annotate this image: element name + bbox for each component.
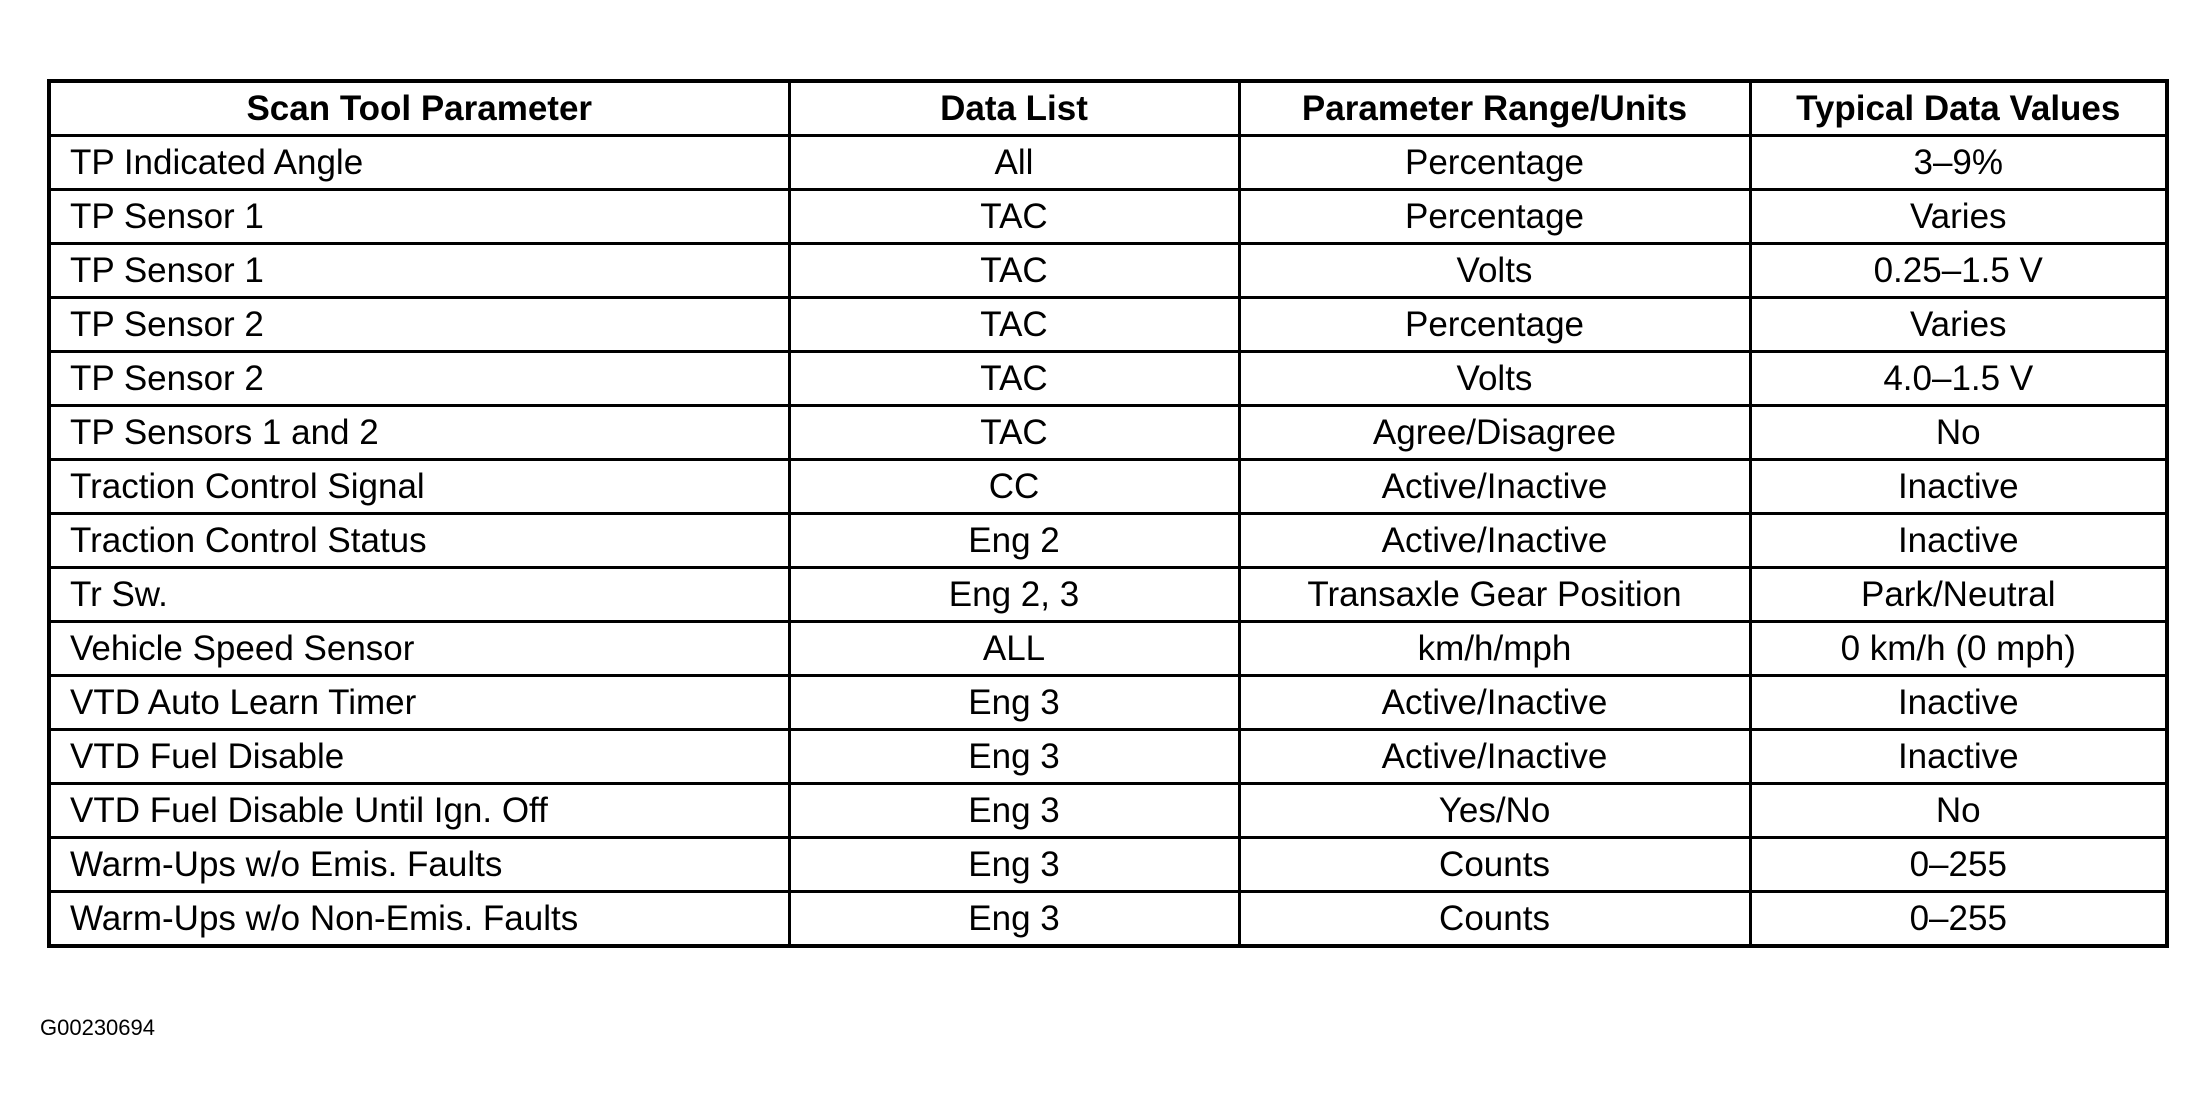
- cell-typical-value: 4.0–1.5 V: [1750, 352, 2167, 406]
- cell-parameter: Traction Control Signal: [49, 460, 789, 514]
- table-row: [49, 514, 2167, 568]
- cell-range-units: Transaxle Gear Position: [1239, 568, 1750, 622]
- cell-range-units: Active/Inactive: [1239, 460, 1750, 514]
- cell-data-list: TAC: [789, 244, 1239, 298]
- cell-parameter: Vehicle Speed Sensor: [49, 622, 789, 676]
- cell-data-list: Eng 3: [789, 892, 1239, 947]
- cell-typical-value: 0.25–1.5 V: [1750, 244, 2167, 298]
- cell-data-list: Eng 2: [789, 514, 1239, 568]
- cell-parameter: VTD Fuel Disable Until Ign. Off: [49, 784, 789, 838]
- cell-range-units: Percentage: [1239, 298, 1750, 352]
- cell-parameter: TP Sensor 2: [49, 298, 789, 352]
- cell-parameter: VTD Auto Learn Timer: [49, 676, 789, 730]
- table-row: [49, 676, 2167, 730]
- header-data-list: Data List: [789, 81, 1239, 136]
- cell-typical-value: 0–255: [1750, 838, 2167, 892]
- table-header-row: [49, 81, 2167, 136]
- cell-data-list: TAC: [789, 406, 1239, 460]
- cell-data-list: Eng 3: [789, 784, 1239, 838]
- cell-parameter: TP Sensor 1: [49, 244, 789, 298]
- cell-range-units: Active/Inactive: [1239, 730, 1750, 784]
- cell-range-units: Percentage: [1239, 190, 1750, 244]
- header-parameter-range-units: Parameter Range/Units: [1239, 81, 1750, 136]
- cell-data-list: All: [789, 136, 1239, 190]
- cell-typical-value: Varies: [1750, 190, 2167, 244]
- cell-data-list: Eng 3: [789, 676, 1239, 730]
- cell-range-units: Counts: [1239, 838, 1750, 892]
- cell-range-units: Percentage: [1239, 136, 1750, 190]
- cell-data-list: TAC: [789, 298, 1239, 352]
- table-row: [49, 730, 2167, 784]
- cell-typical-value: 3–9%: [1750, 136, 2167, 190]
- cell-typical-value: 0 km/h (0 mph): [1750, 622, 2167, 676]
- cell-parameter: TP Sensors 1 and 2: [49, 406, 789, 460]
- cell-data-list: Eng 2, 3: [789, 568, 1239, 622]
- cell-parameter: TP Sensor 2: [49, 352, 789, 406]
- cell-typical-value: Inactive: [1750, 730, 2167, 784]
- cell-range-units: Active/Inactive: [1239, 514, 1750, 568]
- header-scan-tool-parameter: Scan Tool Parameter: [49, 81, 789, 136]
- cell-typical-value: No: [1750, 406, 2167, 460]
- cell-range-units: Volts: [1239, 244, 1750, 298]
- table-row: [49, 838, 2167, 892]
- cell-parameter: VTD Fuel Disable: [49, 730, 789, 784]
- cell-data-list: TAC: [789, 352, 1239, 406]
- table-row: [49, 190, 2167, 244]
- cell-parameter: Warm-Ups w/o Emis. Faults: [49, 838, 789, 892]
- cell-parameter: TP Sensor 1: [49, 190, 789, 244]
- cell-typical-value: Varies: [1750, 298, 2167, 352]
- header-typical-data-values: Typical Data Values: [1750, 81, 2167, 136]
- cell-typical-value: Inactive: [1750, 514, 2167, 568]
- table-body: [49, 136, 2167, 947]
- table-row: [49, 460, 2167, 514]
- table-row: [49, 352, 2167, 406]
- cell-range-units: Yes/No: [1239, 784, 1750, 838]
- cell-data-list: Eng 3: [789, 730, 1239, 784]
- cell-parameter: Tr Sw.: [49, 568, 789, 622]
- scan-tool-data-table: [47, 79, 2169, 948]
- cell-parameter: Traction Control Status: [49, 514, 789, 568]
- cell-data-list: CC: [789, 460, 1239, 514]
- table-row: [49, 892, 2167, 947]
- figure-id: G00230694: [40, 1015, 155, 1040]
- cell-range-units: Volts: [1239, 352, 1750, 406]
- cell-range-units: Counts: [1239, 892, 1750, 947]
- cell-typical-value: Inactive: [1750, 676, 2167, 730]
- cell-range-units: Active/Inactive: [1239, 676, 1750, 730]
- table-row: [49, 244, 2167, 298]
- table-row: [49, 406, 2167, 460]
- cell-parameter: TP Indicated Angle: [49, 136, 789, 190]
- cell-typical-value: Inactive: [1750, 460, 2167, 514]
- table-row: [49, 784, 2167, 838]
- table-row: [49, 298, 2167, 352]
- cell-data-list: Eng 3: [789, 838, 1239, 892]
- cell-range-units: Agree/Disagree: [1239, 406, 1750, 460]
- table-row: [49, 568, 2167, 622]
- cell-typical-value: 0–255: [1750, 892, 2167, 947]
- cell-range-units: km/h/mph: [1239, 622, 1750, 676]
- table-row: [49, 622, 2167, 676]
- table-row: [49, 136, 2167, 190]
- cell-data-list: TAC: [789, 190, 1239, 244]
- cell-parameter: Warm-Ups w/o Non-Emis. Faults: [49, 892, 789, 947]
- cell-data-list: ALL: [789, 622, 1239, 676]
- cell-typical-value: Park/Neutral: [1750, 568, 2167, 622]
- cell-typical-value: No: [1750, 784, 2167, 838]
